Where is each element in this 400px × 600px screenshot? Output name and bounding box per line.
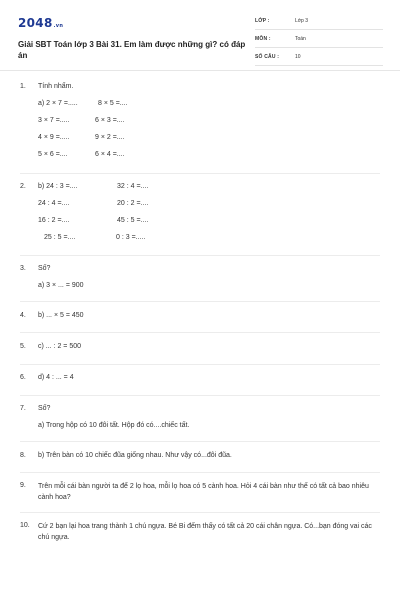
exercise-item: 20 : 2 =.... [117, 200, 149, 207]
exercise-item: 3 × 7 =..... [38, 117, 70, 124]
meta-value: Toán [295, 36, 306, 42]
question-number: 3. [20, 265, 26, 272]
meta-key: LỚP : [255, 18, 270, 24]
question-number: 4. [20, 312, 26, 319]
question-separator [20, 395, 380, 396]
exercise-item: 4 × 9 =..... [38, 134, 70, 141]
meta-table [255, 14, 383, 68]
question-separator [20, 332, 380, 333]
question-number: 7. [20, 405, 26, 412]
exercise-text: Trên mỗi cái bàn người ta để 2 lọ hoa, mỗi lọ hoa có 5 cành hoa. Hỏi 4 cái bàn như thế có tất cả bao nhiêu cành hoa? [38, 483, 369, 501]
question-number: 5. [20, 343, 26, 350]
exercise-item: 6 × 4 =.... [95, 151, 125, 158]
meta-value: Lớp 3 [295, 18, 309, 24]
exercise-item: b) ... × 5 = 450 [38, 312, 84, 319]
question-separator [20, 173, 380, 174]
question-separator [20, 364, 380, 365]
question-number: 9. [20, 482, 26, 489]
question-separator [20, 441, 380, 442]
question-number: 2. [20, 183, 26, 190]
meta-key: MÔN : [255, 36, 271, 42]
exercise-item: 6 × 3 =.... [95, 117, 125, 124]
exercise-item: 5 × 6 =.... [38, 151, 68, 158]
meta-row-count [255, 50, 383, 66]
exercise-item: 24 : 4 =.... [38, 200, 70, 207]
logo-suffix: .vn [53, 23, 64, 29]
question-10 [20, 521, 385, 545]
question-separator [20, 472, 380, 473]
question-body [38, 481, 378, 503]
question-number: 6. [20, 374, 26, 381]
exercise-item: 32 : 4 =.... [117, 183, 149, 190]
exercise-item: 45 : 5 =.... [117, 217, 149, 224]
question-2 [20, 182, 385, 252]
meta-row-subject [255, 32, 383, 48]
meta-row-grade [255, 14, 383, 30]
logo-main: 2048 [18, 16, 53, 30]
question-number: 8. [20, 452, 26, 459]
question-separator [20, 255, 380, 256]
exercise-item: 8 × 5 =.... [98, 100, 128, 107]
exercise-item: b) Trên bàn có 10 chiếc đũa giống nhau. Như vậy có...đôi đũa. [38, 452, 232, 459]
exercise-item: a) Trong hộp có 10 đôi tất. Hộp đó có....chiếc tất. [38, 422, 190, 429]
exercise-item: 16 : 2 =.... [38, 217, 70, 224]
question-5 [20, 342, 385, 354]
header-divider [0, 70, 400, 71]
question-number: 10. [20, 522, 30, 529]
exercise-item: 25 : 5 =.... [44, 234, 76, 241]
document-title: Giải SBT Toán lớp 3 Bài 31. Em làm được những gì? có đáp án [18, 40, 246, 60]
question-title: Số? [38, 405, 51, 412]
question-separator [20, 301, 380, 302]
exercise-item: a) 2 × 7 =..... [38, 100, 78, 107]
question-7 [20, 404, 385, 434]
exercise-item: 9 × 2 =.... [95, 134, 125, 141]
meta-value: 10 [295, 54, 301, 60]
question-1 [20, 82, 385, 177]
question-9 [20, 481, 385, 505]
question-3 [20, 264, 385, 294]
question-separator [20, 512, 380, 513]
question-number: 1. [20, 83, 26, 90]
exercise-item: a) 3 × ... = 900 [38, 282, 84, 289]
header [18, 12, 383, 72]
question-body [38, 521, 378, 543]
exercise-item: 0 : 3 =..... [116, 234, 146, 241]
exercise-text: Cứ 2 bạn lại hoa trang thành 1 chú ngựa. Bé Bi đếm thấy có tất cả 20 cái chân ngựa. Có...bạn đóng vai các chú ngựa. [38, 523, 372, 541]
meta-key: SỐ CÂU : [255, 54, 280, 60]
exercise-item: d) 4 : ... = 4 [38, 374, 74, 381]
question-4 [20, 311, 385, 323]
question-6 [20, 373, 385, 385]
question-title: Số? [38, 265, 51, 272]
exercise-item: b) 24 : 3 =.... [38, 183, 78, 190]
site-logo[interactable] [18, 16, 63, 30]
question-8 [20, 451, 385, 463]
question-title: Tính nhẩm. [38, 83, 74, 90]
exercise-item: c) ... : 2 = 500 [38, 343, 81, 350]
